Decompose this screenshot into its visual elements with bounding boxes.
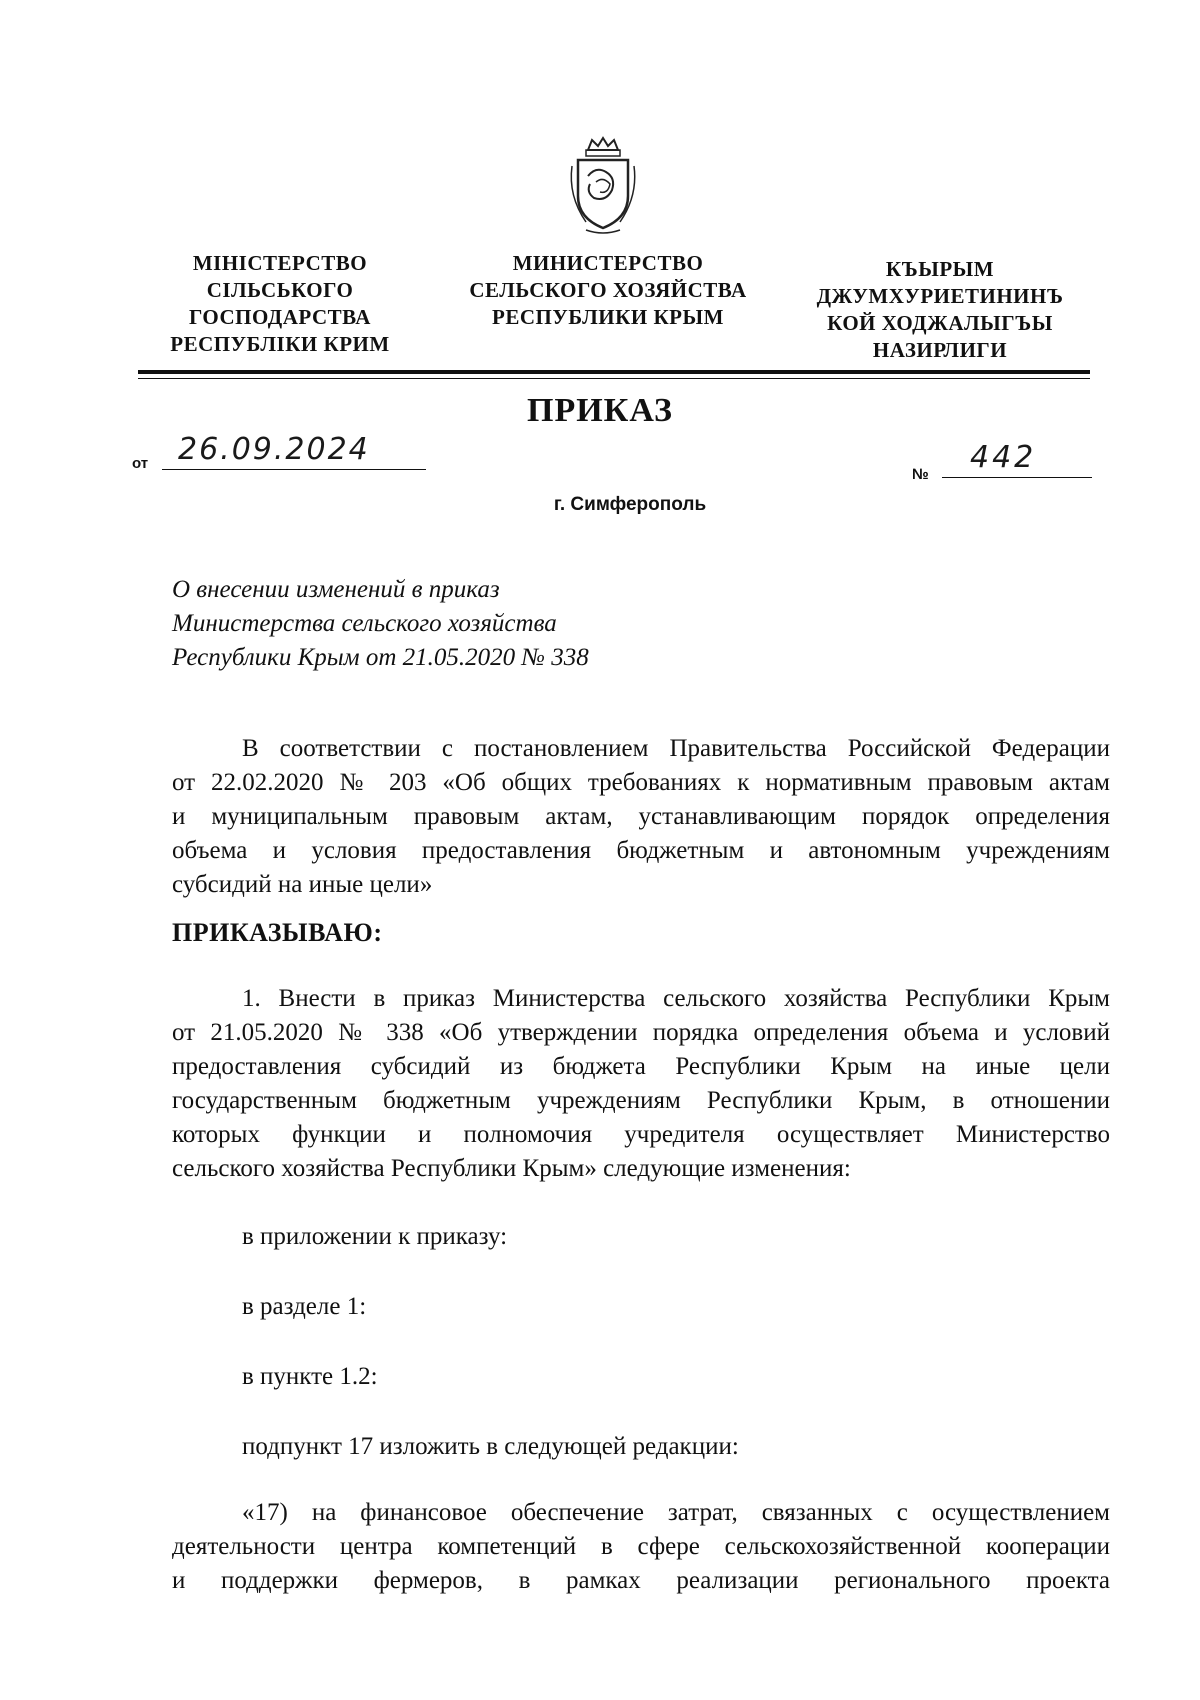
step-appendix: в приложении к приказу: [242,1223,508,1250]
step-subpoint: подпункт 17 изложить в следующей редакции: [242,1433,739,1460]
step-section: в разделе 1: [242,1293,367,1320]
org-name-russian: МИНИСТЕРСТВО СЕЛЬСКОГО ХОЗЯЙСТВА РЕСПУБЛИКИ КРЫМ [469,251,747,329]
coat-of-arms-emblem [566,136,640,236]
preamble-paragraph: В соответствии с постановлением Правительства Российской Федерации от 22.02.2020 № 203 «Об общих требованиях к нормативным правовым актам и муниципальным правовым актам, устанавливающим порядок определения объема и условия предоставления бюджетным и автономным учреждениям субсидий на иные цели» [172,735,1110,898]
item-1-paragraph: 1. Внести в приказ Министерства сельского хозяйства Республики Крым от 21.05.2020 № 338 «Об утверждении порядка определения объема и условий предоставления субсидий из бюджета Республики Крым на иные цели государственным бюджетным учреждениям Республики Крым, в отношении которых функции и полномочия учредителя осуществляет Министерство сельского хозяйства Республики Крым» следующие изменения: [172,985,1110,1182]
city-line: г. Симферополь [553,494,707,515]
org-name-crimean-tatar: КЪЫРЫМ ДЖУМХУРИЕТИНИНЪ КОЙ ХОДЖАЛЫГЪЫ НАЗИРЛИГИ [816,257,1064,362]
date-label: от [132,455,149,472]
org-name-ukrainian: МІНІСТЕРСТВО СІЛЬСЬКОГО ГОСПОДАРСТВА РЕСПУБЛІКИ КРИМ [170,251,390,356]
document-type-title: ПРИКАЗ [527,392,673,429]
handwritten-order-number: 442 [942,440,1092,478]
handwritten-date: 26.09.2024 [162,432,426,470]
number-label: № [912,466,929,483]
order-directive-heading: ПРИКАЗЫВАЮ: [172,918,383,947]
order-subject: О внесении изменений в приказ Министерства сельского хозяйства Республики Крым от 21.05.2020 № 338 [172,576,589,671]
header-divider-thin [138,378,1090,379]
header-divider-thick [138,370,1090,374]
step-point: в пункте 1.2: [242,1363,378,1390]
subpoint-17-paragraph: «17) на финансовое обеспечение затрат, связанных с осуществлением деятельности центра компетенций в сфере сельскохозяйственной кооперации и поддержки фермеров, в рамках реализации регионального проекта [172,1499,1110,1594]
